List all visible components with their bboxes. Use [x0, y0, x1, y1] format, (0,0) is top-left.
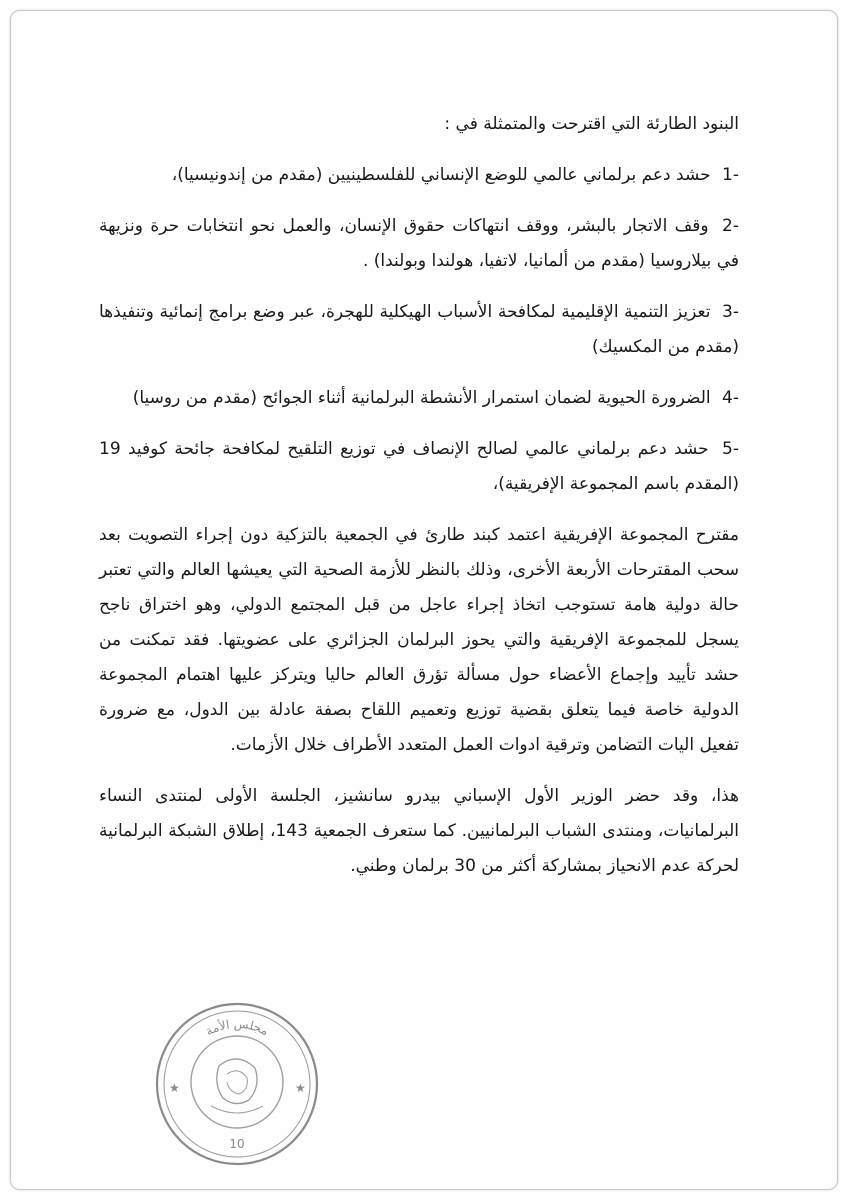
item-text: تعزيز التنمية الإقليمية لمكافحة الأسباب الهيكلية للهجرة، عبر وضع برامج إنمائية وتنفيذها (مقدم من المكسيك)	[99, 302, 739, 357]
paragraph-closing: هذا، وقد حضر الوزير الأول الإسباني بيدرو سانشيز، الجلسة الأولى لمنتدى النساء البرلمانيات، ومنتدى الشباب البرلمانيين. كما ستعرف الجمعية 143، إطلاق الشبكة البرلمانية لحركة عدم الانحياز بمشاركة أكثر من 30 برلمان وطني.	[99, 786, 739, 876]
intro-heading: البنود الطارئة التي اقترحت والمتمثلة في :	[444, 114, 739, 134]
item-number: -1	[722, 165, 739, 185]
item-number: -4	[722, 388, 739, 408]
item-text: وقف الاتجار بالبشر، ووقف انتهاكات حقوق الإنسان، والعمل نحو انتخابات حرة ونزيهة في بيلاروسيا (مقدم من ألمانيا، لاتفيا، هولندا وبولندا) .	[99, 216, 739, 271]
list-item	[99, 295, 739, 365]
seal-number: 10	[229, 1137, 245, 1151]
svg-text:★: ★	[295, 1081, 306, 1095]
item-text: الضرورة الحيوية لضمان استمرار الأنشطة البرلمانية أثناء الجوائح (مقدم من روسيا)	[132, 388, 711, 408]
svg-text:★: ★	[169, 1081, 180, 1095]
item-number: -2	[722, 216, 739, 236]
list-item	[99, 158, 739, 193]
item-text: حشد دعم برلماني عالمي لصالح الإنصاف في توزيع التلقيح لمكافحة جائحة كوفيد 19 (المقدم باسم المجموعة الإفريقية)،	[99, 439, 739, 494]
paragraph-african-group: مقترح المجموعة الإفريقية اعتمد كبند طارئ في الجمعية بالتزكية دون إجراء التصويت بعد سحب المقترحات الأربعة الأخرى، وذلك بالنظر للأزمة الصحية التي يعيشها العالم والتي تعتبر حالة دولية هامة تستوجب اتخاذ إجراء عاجل من قبل المجتمع الدولي، وهو اختراق ناجح يسجل للمجموعة الإفريقية والتي يحوز البرلمان الجزائري على عضويتها. فقد تمكنت من حشد تأييد وإجماع الأعضاء حول مسألة تؤرق العالم حاليا ويتركز عليها اهتمام المجموعة الدولية خاصة فيما يتعلق بقضية توزيع وتعميم اللقاح بصفة عادلة بين الدول، مع ضرورة تفعيل اليات التضامن وترقية ادوات العمل المتعدد الأطراف خلال الأزمات.	[99, 525, 739, 755]
item-number: -3	[722, 302, 740, 322]
official-seal	[149, 996, 324, 1171]
seal-top-text: مجلس الأمة	[203, 1016, 271, 1039]
item-number: -5	[722, 439, 739, 459]
list-item	[99, 209, 739, 279]
item-text: حشد دعم برلماني عالمي للوضع الإنساني للفلسطينيين (مقدم من إندونيسيا)،	[171, 165, 711, 185]
list-item	[99, 381, 739, 416]
document-body	[99, 107, 739, 900]
document-page	[10, 10, 838, 1190]
list-item	[99, 432, 739, 502]
